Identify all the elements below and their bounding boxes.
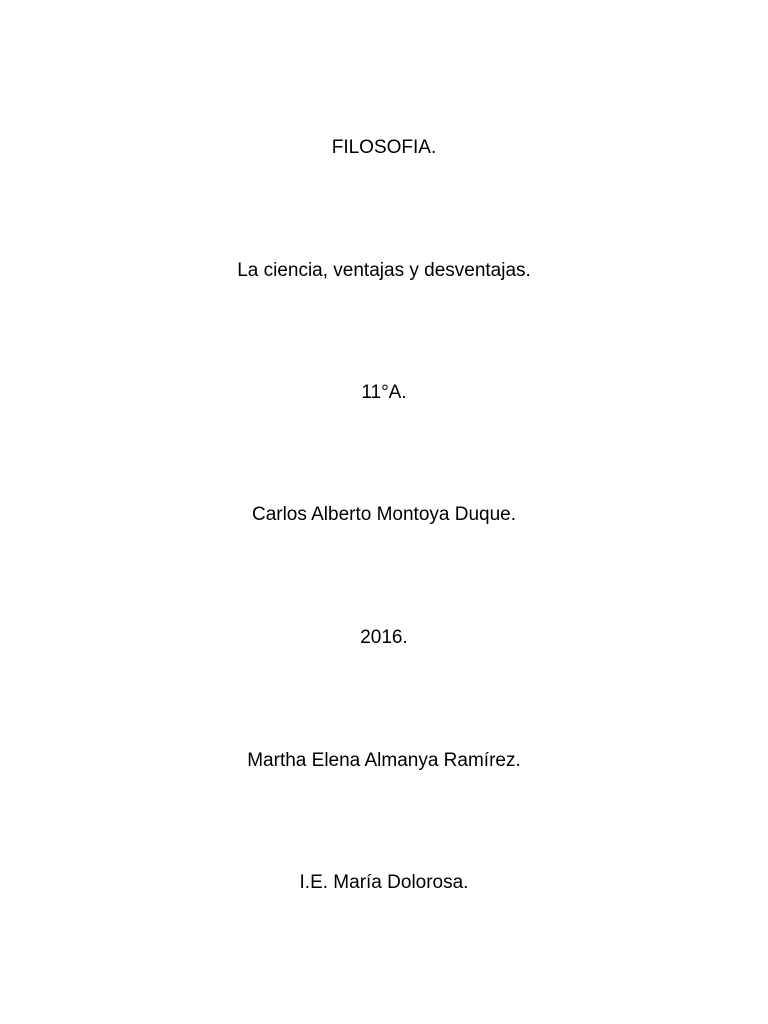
institution-name: I.E. María Dolorosa.: [299, 872, 469, 893]
grade-label: 11°A.: [361, 382, 407, 403]
student-name: Carlos Alberto Montoya Duque.: [251, 504, 517, 525]
year-label: 2016.: [360, 627, 408, 648]
subject-heading: FILOSOFIA.: [331, 137, 437, 158]
document-title: La ciencia, ventajas y desventajas.: [237, 260, 531, 281]
teacher-name: Martha Elena Almanya Ramírez.: [247, 750, 521, 771]
